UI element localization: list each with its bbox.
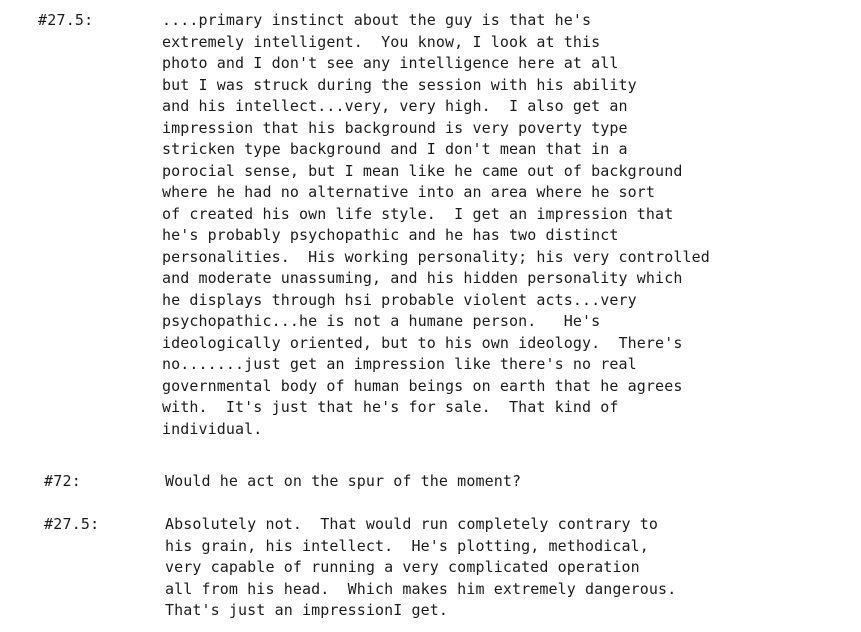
text-line: with. It's just that he's for sale. That kind of xyxy=(162,398,619,416)
text-line: his grain, his intellect. He's plotting, methodical, xyxy=(165,536,649,555)
text-line: ideologically oriented, but to his own ideology. There's xyxy=(162,333,683,352)
text-line: of created his own life style. I get an impression that xyxy=(162,204,674,223)
text-line: ....primary instinct about the guy is that he's xyxy=(162,11,592,29)
text-line: and his intellect...very, very high. I also get an xyxy=(162,97,628,115)
text-line: he displays through hsi probable violent acts...very xyxy=(162,290,637,309)
text-line: individual. xyxy=(162,419,263,438)
text-line: Would he act on the spur of the moment? xyxy=(165,472,522,490)
speaker-label: #27.5: xyxy=(38,11,94,29)
text-line: all from his head. Which makes him extremely dangerous. xyxy=(165,579,677,598)
speaker-label: #72: xyxy=(44,472,81,490)
text-line: stricken type background and I don't mean that in a xyxy=(162,140,628,158)
text-line: photo and I don't see any intelligence here at all xyxy=(162,54,619,72)
text-line: extremely intelligent. You know, I look at this xyxy=(162,32,601,51)
text-line: governmental body of human beings on earth that he agrees xyxy=(162,376,683,395)
text-line: no.......just get an impression like there's no real xyxy=(162,355,637,373)
text-line: Absolutely not. That would run completely contrary to xyxy=(165,515,659,533)
text-line: That's just an impressionI get. xyxy=(165,601,449,619)
entry-text xyxy=(165,471,521,493)
text-line: where he had no alternative into an area where he sort xyxy=(162,183,656,201)
text-line: but I was struck during the session with his ability xyxy=(162,75,637,94)
text-line: impression that his background is very poverty type xyxy=(162,118,628,137)
speaker-label: #27.5: xyxy=(44,515,100,533)
entry-text xyxy=(162,10,710,440)
text-line: personalities. His working personality; his very controlled xyxy=(162,247,710,266)
entry-text xyxy=(165,514,676,622)
text-line: porocial sense, but I mean like he came out of background xyxy=(162,161,683,180)
text-line: psychopathic...he is not a humane person. He's xyxy=(162,312,601,330)
text-line: very capable of running a very complicated operation xyxy=(165,558,640,576)
text-line: and moderate unassuming, and his hidden personality which xyxy=(162,269,683,287)
text-line: he's probably psychopathic and he has two distinct xyxy=(162,226,619,244)
